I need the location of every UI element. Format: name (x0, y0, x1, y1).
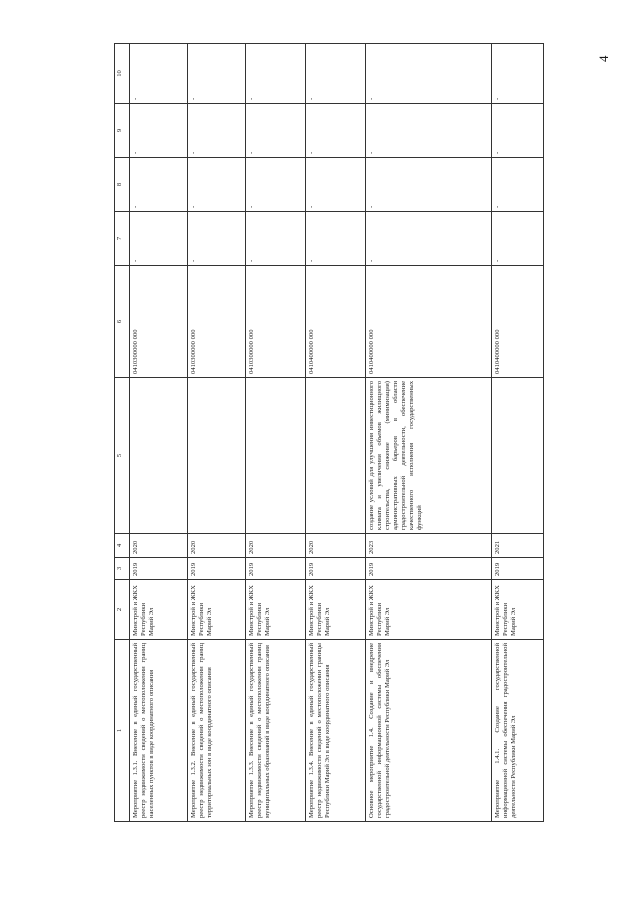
end-year: 2020 (188, 534, 246, 558)
value-cell: - (246, 104, 306, 158)
value-cell: - (246, 158, 306, 212)
header-cell: 6 (115, 266, 130, 378)
header-cell: 2 (115, 580, 130, 640)
expected-result (188, 378, 246, 534)
header-row (115, 44, 130, 822)
value-cell: - (130, 44, 188, 104)
table-row (130, 44, 188, 822)
budget-code: 0410400000 000 (366, 266, 492, 378)
responsible-executor: Минстрой и ЖКХ Республики Марий Эл (492, 580, 544, 640)
end-year: 2020 (246, 534, 306, 558)
expected-result (130, 378, 188, 534)
header-cell: 3 (115, 558, 130, 580)
header-cell: 7 (115, 212, 130, 266)
value-cell: - (306, 44, 366, 104)
activity-name: Мероприятие 1.3.1. Внесение в единый государственный реестр недвижимости сведений о местоположении границ населенных пунктов в виде координатного описания (130, 640, 188, 822)
budget-code: 0410300000 000 (246, 266, 306, 378)
responsible-executor: Минстрой и ЖКХ Республики Марий Эл (366, 580, 492, 640)
value-cell: - (130, 212, 188, 266)
budget-code: 0410400000 000 (492, 266, 544, 378)
value-cell: - (246, 44, 306, 104)
responsible-executor: Минстрой и ЖКХ Республики Марий Эл (130, 580, 188, 640)
value-cell: - (306, 212, 366, 266)
start-year: 2019 (246, 558, 306, 580)
value-cell: - (492, 44, 544, 104)
activity-name: Мероприятие 1.3.4. Внесение в единый государственный реестр недвижимости сведений о местоположении границы Республики Марий Эл в виде координатного описания (306, 640, 366, 822)
table-row (492, 44, 544, 822)
value-cell: - (246, 212, 306, 266)
start-year: 2019 (306, 558, 366, 580)
program-table (114, 43, 544, 822)
end-year: 2020 (306, 534, 366, 558)
activity-name: Мероприятие 1.3.3. Внесение в единый государственный реестр недвижимости сведений о местоположении границ муниципальных образований в виде координатного описания (246, 640, 306, 822)
start-year: 2019 (130, 558, 188, 580)
header-cell: 1 (115, 640, 130, 822)
end-year: 2023 (366, 534, 492, 558)
expected-result: создание условий для улучшения инвестиционного климата и увеличения объемов жилищного строительства, снижение (минимизация) административных барьеров в области градостроительной деятельности, обеспечение качественного исполнения государственных функций (366, 378, 492, 534)
budget-code: 0410300000 000 (188, 266, 246, 378)
budget-code: 0410400000 000 (306, 266, 366, 378)
header-cell: 10 (115, 44, 130, 104)
value-cell: - (366, 212, 492, 266)
value-cell: - (188, 44, 246, 104)
start-year: 2019 (492, 558, 544, 580)
value-cell: - (130, 158, 188, 212)
start-year: 2019 (366, 558, 492, 580)
value-cell: - (492, 212, 544, 266)
activity-name: Мероприятие 1.3.2. Внесение в единый государственный реестр недвижимости сведений о местоположении границ территориальных зон в виде координатного описания (188, 640, 246, 822)
value-cell: - (366, 44, 492, 104)
activity-name: Основное мероприятие 1.4. Создание и внедрение государственной информационной системы обеспечения градостроительной деятельности Республики Марий Эл (366, 640, 492, 822)
header-cell: 9 (115, 104, 130, 158)
expected-result (246, 378, 306, 534)
value-cell: - (492, 104, 544, 158)
header-cell: 4 (115, 534, 130, 558)
table-row (306, 44, 366, 822)
value-cell: - (306, 158, 366, 212)
value-cell: - (366, 158, 492, 212)
responsible-executor: Минстрой и ЖКХ Республики Марий Эл (306, 580, 366, 640)
value-cell: - (492, 158, 544, 212)
header-cell: 8 (115, 158, 130, 212)
start-year: 2019 (188, 558, 246, 580)
activity-name: Мероприятие 1.4.1. Создание государственной информационной системы обеспечения градостроительной деятельности Республики Марий Эл (492, 640, 544, 822)
responsible-executor: Минстрой и ЖКХ Республики Марий Эл (188, 580, 246, 640)
page-number: 4 (596, 55, 611, 62)
value-cell: - (188, 158, 246, 212)
rotated-table-wrapper (114, 44, 626, 822)
budget-code: 0410300000 000 (130, 266, 188, 378)
table-row (366, 44, 492, 822)
table-row (246, 44, 306, 822)
value-cell: - (188, 104, 246, 158)
expected-result (306, 378, 366, 534)
end-year: 2020 (130, 534, 188, 558)
responsible-executor: Минстрой и ЖКХ Республики Марий Эл (246, 580, 306, 640)
value-cell: - (306, 104, 366, 158)
header-cell: 5 (115, 378, 130, 534)
value-cell: - (130, 104, 188, 158)
end-year: 2021 (492, 534, 544, 558)
table-row (188, 44, 246, 822)
value-cell: - (188, 212, 246, 266)
expected-result (492, 378, 544, 534)
value-cell: - (366, 104, 492, 158)
